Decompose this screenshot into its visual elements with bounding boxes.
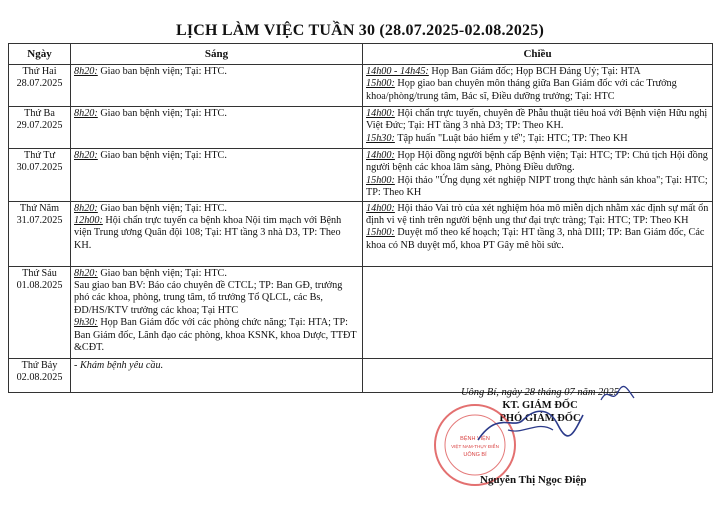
schedule-entry (366, 108, 709, 133)
day-name: Thứ Tư (24, 150, 55, 161)
day-name: Thứ Sáu (22, 267, 57, 279)
entry-time: 9h30: (74, 317, 98, 329)
schedule-table (8, 43, 713, 393)
schedule-entry (74, 66, 359, 78)
afternoon-cell (363, 201, 713, 266)
entry-text: Sau giao ban BV: Báo cáo chuyên đề CTCL; TP: Ban GĐ, trưởng phó các khoa, phòng, trung tâm, tổ trưởng Tổ QLCL, các Bs, ĐD/HS/KTV trưởng các khoa; Tại HTC (74, 280, 343, 316)
schedule-entry (366, 133, 709, 145)
entry-time: 14h00 - 14h45: (366, 66, 429, 77)
day-row (9, 65, 713, 107)
entry-text: Tập huấn "Luật bảo hiểm y tế"; Tại: HTC; TP: Theo KH (394, 132, 628, 144)
schedule-entry (366, 78, 709, 103)
signing-title-1: KT. GIÁM ĐỐC (502, 400, 578, 411)
entry-text: - Khám bệnh yêu cầu. (74, 359, 164, 371)
schedule-entry (74, 317, 359, 354)
day-cell (9, 149, 71, 202)
day-date: 29.07.2025 (16, 120, 63, 132)
entry-text: Duyệt mổ theo kế hoạch; Tại: HT tầng 3, nhà DIII; TP: Ban Giám đốc, Các khoa có NB duyệt mổ, khoa PT Gây mê hồi sức. (366, 227, 705, 251)
entry-time: 15h00: (366, 174, 395, 186)
entry-time: 14h00: (366, 202, 395, 214)
entry-text: Họp Ban Giám đốc; Họp BCH Đảng Uỷ; Tại: HTA (428, 66, 641, 77)
day-cell (9, 201, 71, 266)
day-row (9, 201, 713, 266)
svg-text:VIỆT NAM-THỤY ĐIỂN: VIỆT NAM-THỤY ĐIỂN (451, 444, 499, 449)
entry-text: Giao ban bệnh viện; Tại: HTC. (97, 150, 227, 161)
day-date: 28.07.2025 (16, 78, 63, 90)
entry-text: Giao ban bệnh viện; Tại: HTC. (97, 202, 227, 214)
schedule-entry (74, 203, 359, 215)
entry-text: Họp Ban Giám đốc với các phòng chức năng; Tại: HTA; TP: Ban Giám đốc, Lãnh đạo các phòng, khoa KSNK, khoa Dược, TTĐT &CĐT. (74, 317, 357, 354)
afternoon-cell (363, 149, 713, 202)
entry-text: Hội thảo "Ứng dụng xét nghiệp NIPT trong thực hành sản khoa"; Tại: HTC; TP: Theo KH (366, 174, 708, 199)
svg-text:UÔNG BÍ: UÔNG BÍ (463, 452, 487, 458)
day-date: 30.07.2025 (16, 162, 63, 174)
entry-time: 14h00: (366, 150, 395, 161)
entry-time: 15h30: (366, 132, 395, 144)
day-cell (9, 107, 71, 149)
morning-cell (71, 149, 363, 202)
entry-text: Họp giao ban chuyên môn tháng giữa Ban Giám đốc với các Trưởng khoa/phòng/trung tâm, Bác sĩ, Điều dưỡng trưởng; Tại: HTC (366, 78, 677, 102)
day-name: Thứ Ba (24, 108, 55, 119)
entry-text: Giao ban bệnh viện; Tại: HTC. (97, 66, 227, 77)
day-date: 31.07.2025 (16, 215, 63, 227)
schedule-entry (366, 203, 709, 228)
schedule-entry (74, 360, 359, 372)
initial-mark (598, 384, 638, 406)
entry-text: Giao ban bệnh viện; Tại: HTC. (97, 108, 227, 119)
day-date: 02.08.2025 (16, 372, 63, 384)
svg-text:BỆNH VIỆN: BỆNH VIỆN (460, 436, 490, 442)
page-title: LỊCH LÀM VIỆC TUẦN 30 (28.07.2025-02.08.2025) (176, 22, 544, 39)
entry-time: 8h20: (74, 108, 98, 119)
morning-cell (71, 201, 363, 266)
handwritten-signature (468, 400, 588, 450)
entry-time: 8h20: (74, 66, 98, 77)
schedule-entry (74, 215, 359, 252)
entry-time: 8h20: (74, 150, 98, 161)
afternoon-cell (363, 266, 713, 358)
entry-text: Giao ban bệnh viện; Tại: HTC. (97, 267, 227, 279)
afternoon-cell (363, 65, 713, 107)
day-row (9, 107, 713, 149)
schedule-entry (74, 268, 359, 280)
header-row (9, 44, 713, 65)
schedule-entry (366, 66, 709, 78)
entry-text: Hội chẩn trực tuyến, chuyên đề Phẫu thuật tiêu hoá với Bệnh viện Hữu nghị Việt Đức; Tại: HT tầng 3 nhà D3; TP: Theo KH. (366, 108, 708, 132)
entry-text: Họp Hội đồng người bệnh cấp Bệnh viện; Tại: HTC; TP: Chủ tịch Hội đồng người bệnh các khoa lâm sàng, Phòng Điều dưỡng. (366, 150, 708, 174)
entry-time: 15h00: (366, 227, 395, 239)
morning-cell (71, 266, 363, 358)
day-name: Thứ Bảy (21, 359, 58, 371)
header-afternoon: Chiều (363, 44, 713, 65)
schedule-entry (74, 150, 359, 162)
morning-cell (71, 358, 363, 392)
day-name: Thứ Năm (19, 202, 60, 214)
schedule-entry (74, 280, 359, 317)
day-row (9, 266, 713, 358)
day-row (9, 149, 713, 202)
day-cell (9, 65, 71, 107)
day-cell (9, 358, 71, 392)
schedule-entry (366, 227, 709, 252)
day-date: 01.08.2025 (16, 280, 63, 292)
entry-time: 14h00: (366, 108, 395, 119)
signer-name: Nguyễn Thị Ngọc Điệp (480, 474, 587, 486)
schedule-entry (366, 175, 709, 200)
morning-cell (71, 107, 363, 149)
entry-text: Hội chẩn trực tuyến ca bệnh khoa Nội tim mạch với Bệnh viện Trung ương Quân đội 108; Tại: HT tầng 3 nhà D3, TP: Theo KH. (74, 215, 342, 251)
morning-cell (71, 65, 363, 107)
entry-text: Hội thảo Vai trò của xét nghiệm hóa mô miễn dịch nhằm xác định sự mất ổn định vi vệ tinh trên người bệnh ung thư đại trực tràng; Tại: HTC; TP: Theo KH (366, 202, 709, 227)
entry-time: 12h00: (74, 215, 103, 227)
schedule-entry (366, 150, 709, 175)
day-name: Thứ Hai (22, 66, 57, 77)
schedule-entry (74, 108, 359, 120)
entry-time: 8h20: (74, 202, 98, 214)
header-day: Ngày (9, 44, 71, 65)
signing-title-2: PHÓ GIÁM ĐỐC (499, 413, 581, 424)
header-morning: Sáng (71, 44, 363, 65)
signing-date: Uông Bí, ngày 28 tháng 07 năm 2025 (460, 387, 620, 398)
day-cell (9, 266, 71, 358)
afternoon-cell (363, 107, 713, 149)
entry-time: 8h20: (74, 267, 98, 279)
entry-time: 15h00: (366, 78, 395, 90)
